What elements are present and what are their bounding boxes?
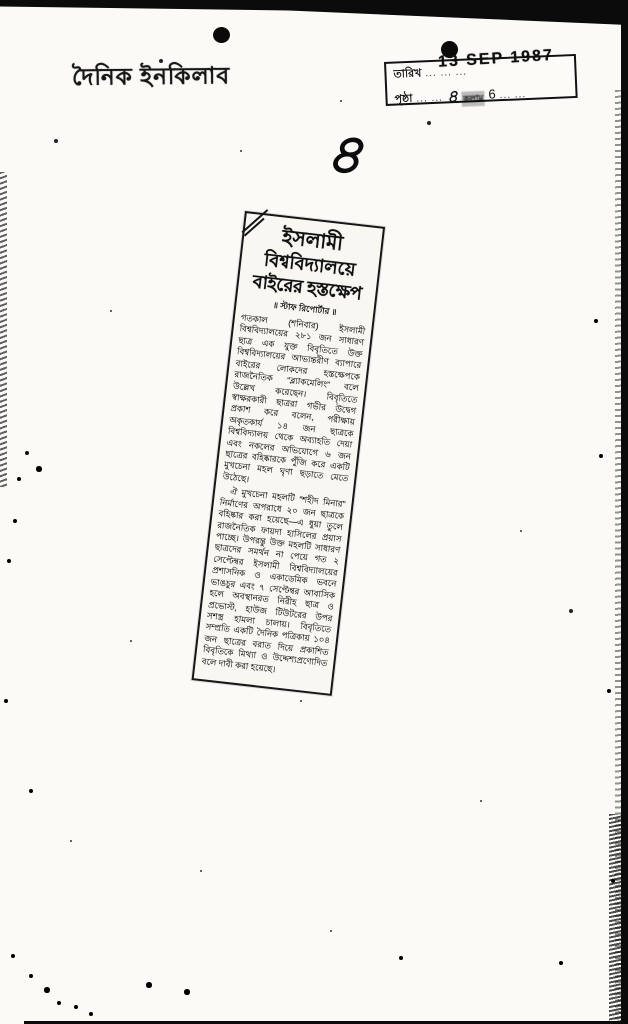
leader-dots: ... ... <box>499 89 527 102</box>
scan-edge-top <box>0 0 628 25</box>
clipping-headline <box>244 222 376 306</box>
clipping-paragraph: গতকাল (শনিবার) ইসলামী বিশ্ববিদ্যালয়ের ২৮১ জন সাধারণ ছাত্র এক যুক্ত বিবৃতিতে উক্ত বিশ্ববিদ্যালয়ের আভ্যন্তরীণ ব্যাপারে বাইরের লোকদের হস্তক্ষেপকে রাজনৈতিক “ব্ল্যাকমেলিং” বলে উল্লেখ করেছেন। বিবৃতিতে স্বাক্ষরকারী ছাত্ররা গভীর উদ্বেগ প্রকাশ করে বলেন, পরীক্ষায় অকৃতকার্য ১৪ জন ছাত্রকে বিশ্ববিদ্যালয় থেকে অব্যাহতি দেয়া এবং নকলের অভিযোগে ৬ জন ছাত্রের বহিষ্কারকে পুঁজি করে একটি মুখচেনা মহল ঘৃণা ছড়াতে মেতে উঠেছে। <box>222 312 366 485</box>
scan-speckles <box>0 0 2 2</box>
date-stamp: 13 SEP 1987 <box>437 46 555 71</box>
date-label: তারিখ <box>393 67 422 81</box>
archive-stamp-box <box>384 46 578 108</box>
handwritten-page-number-stamp: ৪ <box>446 86 459 108</box>
clipping-body <box>201 312 366 681</box>
newspaper-clipping <box>192 211 386 696</box>
clipping-byline: ॥ স্টাফ রিপোর্টার ॥ <box>272 299 338 317</box>
column-label-smudged: কলাম <box>462 91 485 107</box>
page-label: পৃষ্ঠা <box>394 92 413 106</box>
punch-dot-left <box>213 27 230 43</box>
headline-line: বাইরের হস্তক্ষেপ <box>251 270 363 304</box>
newspaper-name: দৈনিক ইনকিলাব <box>71 62 231 90</box>
headline-line: বিশ্ববিদ্যালয়ে <box>263 249 357 280</box>
scan-noise-right-bottom <box>609 814 622 1024</box>
scan-edge-right <box>621 0 628 1024</box>
leader-dots: ... ... ... <box>425 66 468 80</box>
clipping-paragraph: ঐ মুখচেনা মহলটি “শহীদ মিনার” নির্মাণের অপরাধে ২০ জন ছাত্রকে বহিষ্কার করা হয়েছে—এ ধুয়া তুলে রাজনৈতিক ফায়দা হাসিলের প্রয়াস পাচ্ছে। উপরন্তু উক্ত মহলটি সাধারণ ছাত্রদের সমর্থন না পেয়ে গত ২ সেপ্টেম্বর ইসলামী বিশ্ববিদ্যালয়ের প্রশাসনিক ও একাডেমিক ভবনে ভাঙচুর এবং ৭ সেপ্টেম্বর আবাসিক হলে অবস্থানরত নিরীহ ছাত্র ও প্রভোস্ট, হাউজ টিউটরের উপর সশস্ত্র হামলা চালায়। বিবৃতিতে সম্প্রতি একটি দৈনিক পত্রিকায় ১০৪ জন ছাত্রের বরাত দিয়ে প্রকাশিত বিবৃতিকে মিথ্যা ও উদ্দেশ্যপ্রণোদিত বলে দাবী করা হয়েছে। <box>201 486 346 675</box>
leader-dots: ... ... <box>416 92 444 105</box>
handwritten-page-number: ৪ <box>322 119 367 189</box>
scan-noise-left <box>0 172 7 487</box>
column-number: 6 <box>488 86 496 102</box>
headline-line: ইসলামী <box>280 226 345 256</box>
